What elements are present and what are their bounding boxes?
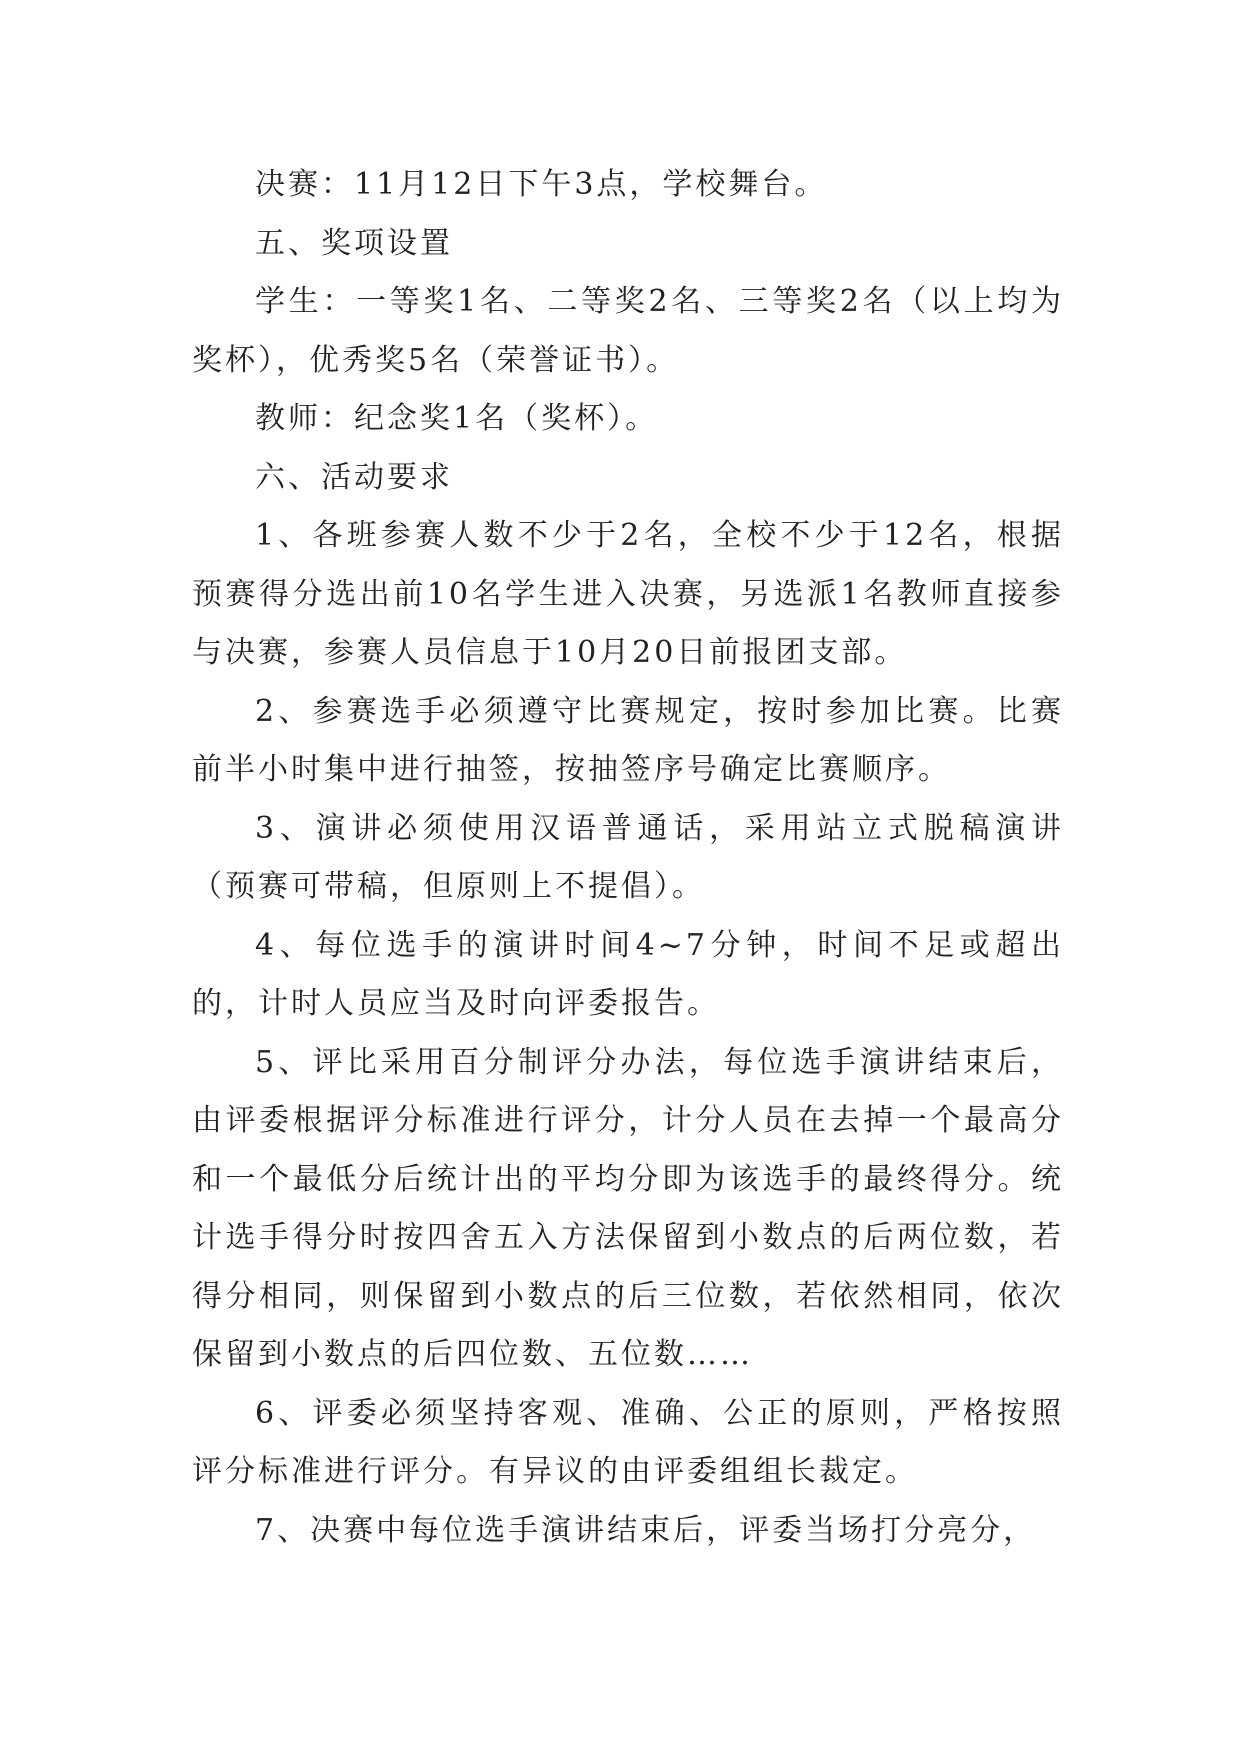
paragraph-requirement-3: 3、演讲必须使用汉语普通话，采用站立式脱稿演讲（预赛可带稿，但原则上不提倡）。 bbox=[192, 810, 1064, 904]
paragraph-requirement-7: 7、决赛中每位选手演讲结束后，评委当场打分亮分， bbox=[255, 1512, 1037, 1548]
paragraph-teacher-awards: 教师：纪念奖1名（奖杯）。 bbox=[255, 401, 659, 436]
paragraph-final-schedule: 决赛：11月12日下午3点，学校舞台。 bbox=[255, 167, 828, 202]
paragraph-requirement-5: 5、评比采用百分制评分办法，每位选手演讲结束后，由评委根据评分标准进行评分，计分人员在去掉一个最高分和一个最低分后统计出的平均分即为该选手的最终得分。统计选手得分时按四舍五入方法保留到小数点的后两位数，若得分相同，则保留到小数点的后三位数，若依然相同，依次保留到小数点的后四位数、五位数…… bbox=[192, 1044, 1064, 1372]
paragraph-student-awards: 学生：一等奖1名、二等奖2名、三等奖2名（以上均为奖杯），优秀奖5名（荣誉证书）。 bbox=[192, 284, 1064, 378]
paragraph-requirement-2: 2、参赛选手必须遵守比赛规定，按时参加比赛。比赛前半小时集中进行抽签，按抽签序号确定比赛顺序。 bbox=[192, 693, 1064, 787]
paragraph-requirement-4: 4、每位选手的演讲时间4~7分钟，时间不足或超出的，计时人员应当及时向评委报告。 bbox=[192, 927, 1064, 1021]
paragraph-requirement-6: 6、评委必须坚持客观、准确、公正的原则，严格按照评分标准进行评分。有异议的由评委组组长裁定。 bbox=[192, 1395, 1064, 1489]
heading-award-settings: 五、奖项设置 bbox=[255, 225, 453, 261]
paragraph-requirement-1: 1、各班参赛人数不少于2名，全校不少于12名，根据预赛得分选出前10名学生进入决赛，另选派1名教师直接参与决赛，参赛人员信息于10月20日前报团支部。 bbox=[192, 518, 1064, 670]
document-body bbox=[192, 156, 1064, 1560]
heading-activity-requirements: 六、活动要求 bbox=[255, 459, 453, 495]
